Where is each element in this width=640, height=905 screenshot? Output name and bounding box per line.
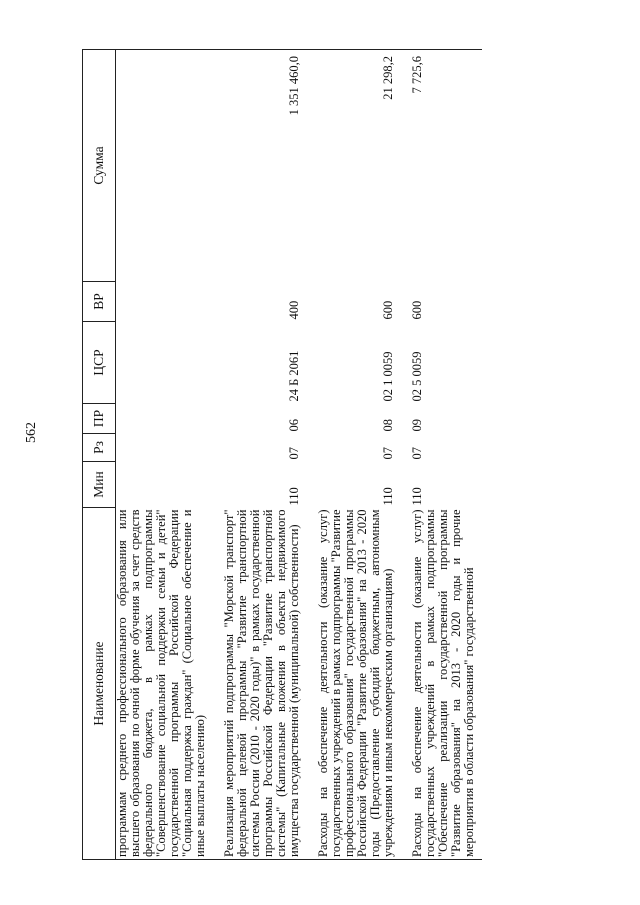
table-row [401, 50, 482, 860]
header-vr: ВР [83, 282, 116, 322]
row-pr: 09 [410, 419, 424, 432]
row-pr: 08 [381, 419, 395, 432]
row-pr [116, 404, 214, 434]
row-rz: 07 [381, 447, 395, 460]
row-sum: 7 725,6 [401, 50, 482, 282]
row-min: 110 [381, 487, 395, 506]
row-min: 110 [410, 487, 424, 506]
row-vr: 600 [410, 300, 424, 320]
header-csr: ЦСР [83, 322, 116, 404]
row-sum: 21 298,2 [307, 50, 401, 282]
row-min: 110 [287, 487, 301, 506]
header-sum: Сумма [83, 50, 116, 282]
row-vr [116, 282, 214, 322]
row-csr: 02 5 0059 [410, 351, 424, 402]
header-min: Мин [83, 462, 116, 508]
header-rz: Рз [83, 434, 116, 462]
table-row [116, 50, 214, 860]
header-name: Наименование [83, 508, 116, 860]
row-rz: 07 [410, 447, 424, 460]
budget-table [82, 49, 482, 860]
row-vr: 600 [381, 300, 395, 320]
row-sum [116, 50, 214, 282]
row-rz: 07 [287, 447, 301, 460]
table-row [213, 50, 307, 860]
row-sum: 1 351 460,0 [213, 50, 307, 282]
row-name: Расходы на обеспечение деятельности (оказание услуг) государственных учреждений в рамках подпрограммы "Обеспечение реализации государственной программы "Развитие образования" на 2013 - 2020 годы и прочие мероприятия в области образования" государственной [401, 508, 482, 860]
header-pr: ПР [83, 404, 116, 434]
row-rz [116, 434, 214, 462]
row-csr: 02 1 0059 [381, 351, 395, 402]
row-min [116, 462, 214, 508]
rotated-page [82, 50, 602, 860]
row-name: Реализация мероприятий подпрограммы "Морской транспорт" федеральной целевой программы "Развитие транспортной системы России (2010 - 2020 годы)" в рамках государственной программы Российской Федерации "Развитие транспортной системы" (Капитальные вложения в объекты недвижимого имущества государственной (муниципальной) собственности) [213, 508, 307, 860]
row-vr: 400 [287, 300, 301, 320]
row-pr: 06 [287, 419, 301, 432]
row-name: Расходы на обеспечение деятельности (оказание услуг) государственных учреждений в рамках подпрограммы "Развитие профессионального образования" государственной программы Российской Федерации "Развитие образования" на 2013 - 2020 годы (Предоставление субсидий бюджетным, автономным учреждениям и иным некоммерческим организациям) [307, 508, 401, 860]
table-row [307, 50, 401, 860]
table-header-row [83, 50, 116, 860]
row-name: программам среднего профессионального образования или высшего образования по очной форме обучения за счет средств федерального бюджета, в рамках подпрограммы "Совершенствование социальной поддержки семьи и детей" государственной программы Российской Федерации "Социальная поддержка граждан" (Социальное обеспечение и иные выплаты населению) [116, 508, 214, 860]
row-csr: 24 Б 2061 [287, 350, 301, 402]
page-number: 562 [24, 422, 39, 443]
row-csr [116, 322, 214, 404]
